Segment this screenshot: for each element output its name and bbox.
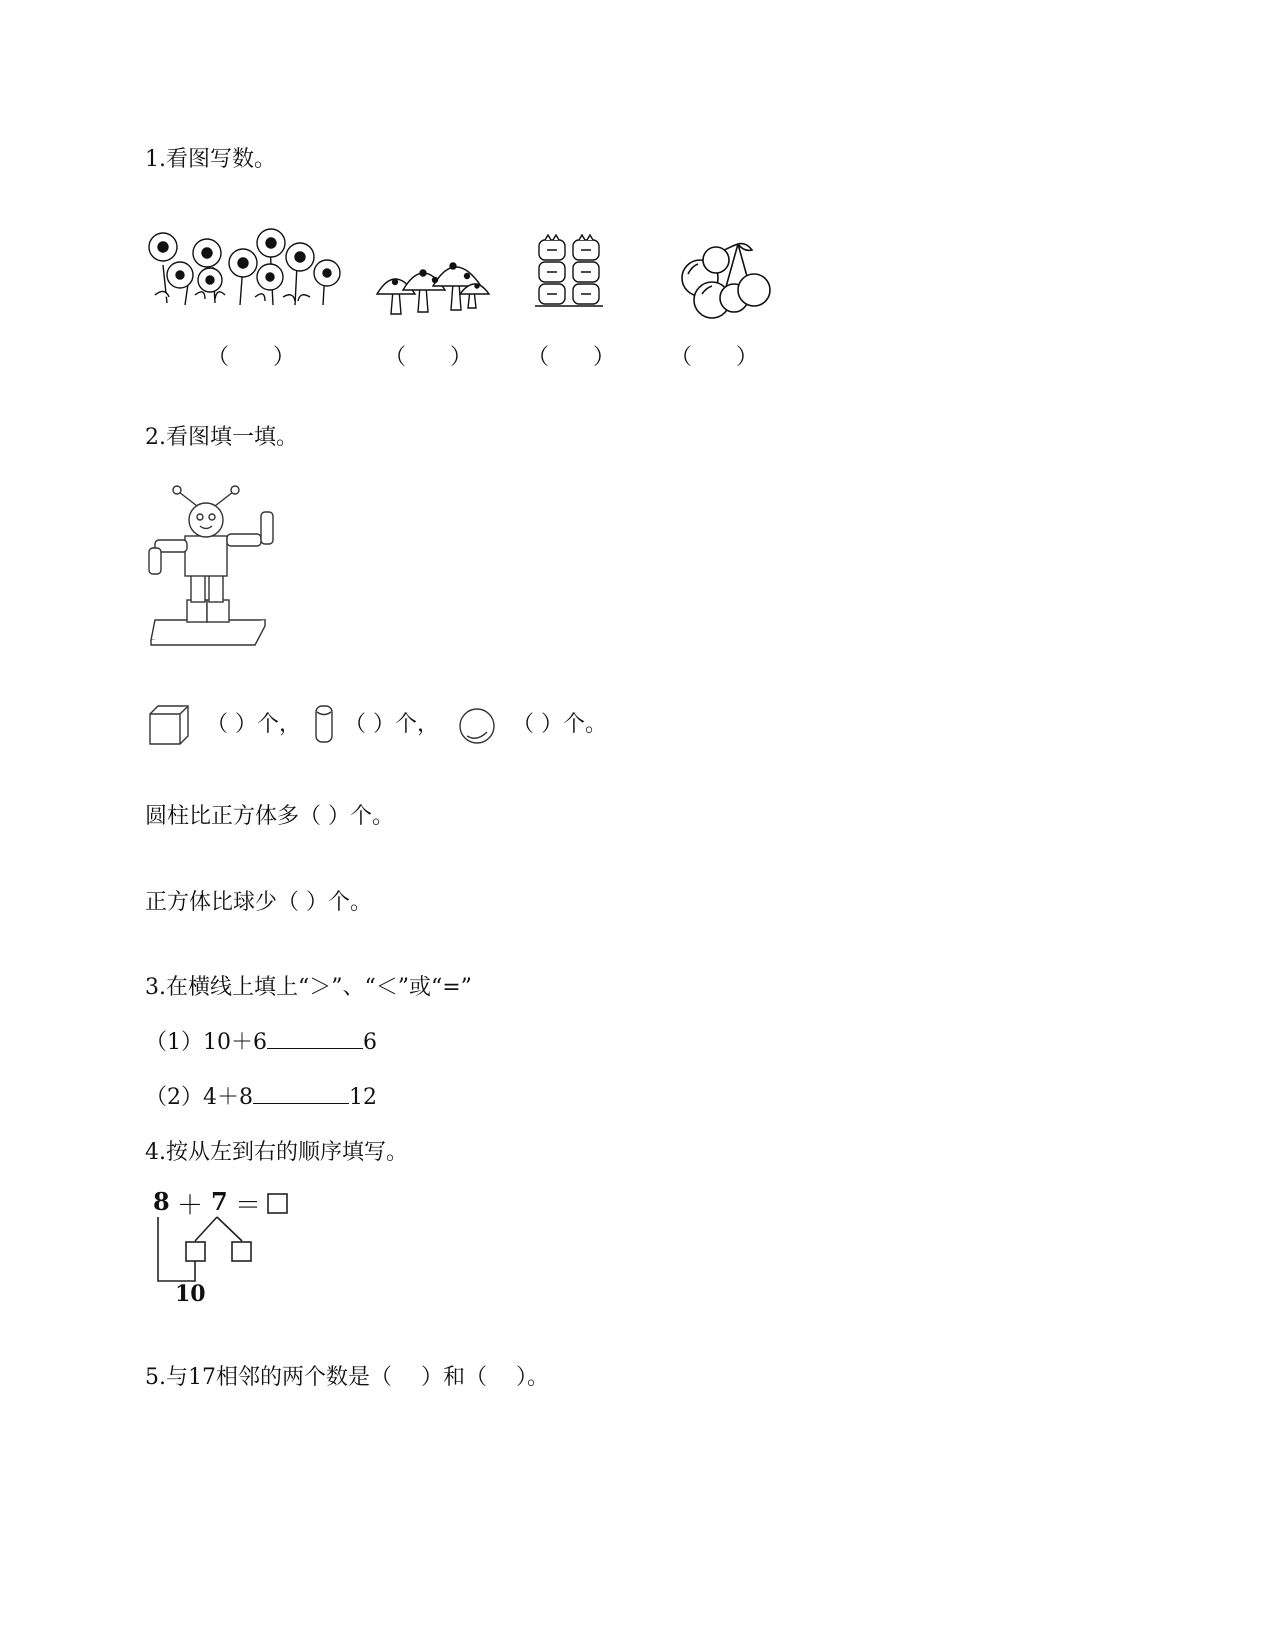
q3-item-2-prefix: （2）4＋8 bbox=[145, 1085, 253, 1110]
mushrooms-image bbox=[375, 248, 490, 318]
q1-title: 1.看图写数。 bbox=[145, 147, 276, 172]
q2-cylinder-count[interactable]: （ ）个， bbox=[344, 712, 439, 737]
sphere-icon bbox=[457, 706, 497, 746]
q2-sphere-count[interactable]: （ ）个。 bbox=[512, 712, 607, 737]
dolls-image bbox=[533, 232, 608, 310]
q1-blank-mushrooms[interactable]: （ ） bbox=[384, 345, 473, 370]
split-ten-diagram bbox=[145, 1185, 305, 1310]
diagram-equals: ＝ bbox=[235, 1191, 262, 1221]
diagram-number-7: 7 bbox=[211, 1187, 228, 1216]
cylinder-icon bbox=[314, 704, 334, 744]
cube-icon bbox=[148, 704, 190, 746]
q3-item-1-blank[interactable] bbox=[267, 1028, 363, 1049]
q2-cube-vs-sphere[interactable]: 正方体比球少（ ）个。 bbox=[145, 890, 372, 915]
sum-answer-box[interactable] bbox=[268, 1194, 287, 1213]
q4-title: 4.按从左到右的顺序填写。 bbox=[145, 1140, 408, 1165]
q1-blank-cherries[interactable]: （ ） bbox=[670, 345, 759, 370]
q1-blank-flowers[interactable]: （ ） bbox=[207, 345, 296, 370]
q3-item-2-suffix: 12 bbox=[349, 1085, 377, 1110]
split-box-left[interactable] bbox=[186, 1242, 205, 1261]
bracket-line bbox=[158, 1217, 195, 1281]
cherries-image bbox=[676, 238, 776, 322]
q5-title[interactable]: 5.与17相邻的两个数是（ ）和（ ）。 bbox=[145, 1365, 549, 1390]
q3-item-2 bbox=[145, 1083, 377, 1113]
q3-item-1-suffix: 6 bbox=[363, 1030, 377, 1055]
q2-cylinder-vs-cube[interactable]: 圆柱比正方体多（ ）个。 bbox=[145, 804, 394, 829]
diagram-number-8: 8 bbox=[153, 1187, 170, 1216]
q3-item-1-prefix: （1）10＋6 bbox=[145, 1030, 267, 1055]
diagram-number-10: 10 bbox=[175, 1281, 206, 1307]
flowers-image bbox=[145, 225, 345, 315]
q2-cube-count[interactable]: （ ）个， bbox=[206, 712, 301, 737]
q3-item-1 bbox=[145, 1028, 377, 1058]
q3-item-2-blank[interactable] bbox=[253, 1083, 349, 1104]
q1-blank-dolls[interactable]: （ ） bbox=[527, 345, 616, 370]
q2-title: 2.看图填一填。 bbox=[145, 425, 298, 450]
robot-image bbox=[145, 480, 275, 645]
q3-title: 3.在横线上填上“＞”、“＜”或“=” bbox=[145, 975, 472, 1000]
diagram-plus: ＋ bbox=[177, 1191, 204, 1221]
split-box-right[interactable] bbox=[232, 1242, 251, 1261]
split-lines bbox=[195, 1217, 242, 1241]
